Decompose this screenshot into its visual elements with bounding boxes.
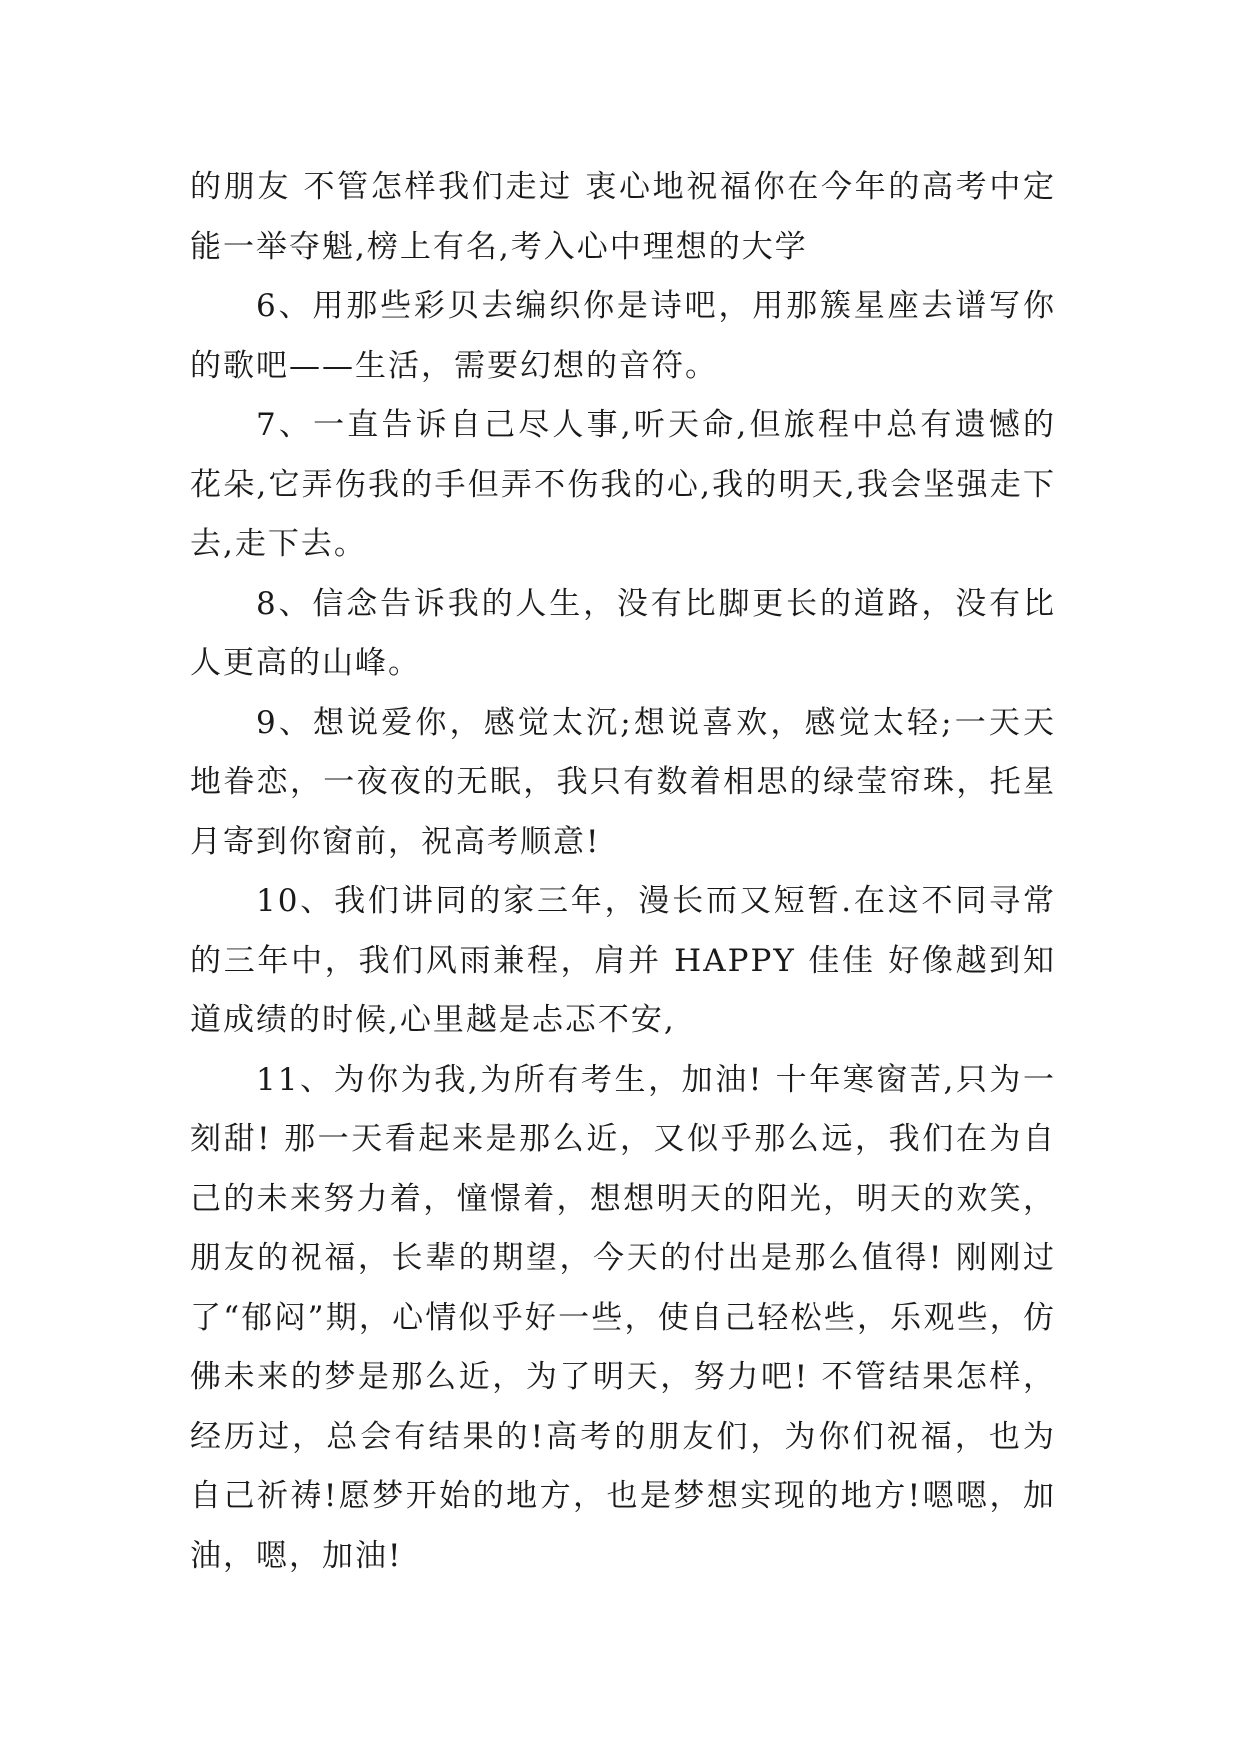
- paragraph-8: 8、信念告诉我的人生，没有比脚更长的道路，没有比人更高的山峰。: [190, 585, 1056, 681]
- paragraph-6: 6、用那些彩贝去编织你是诗吧，用那簇星座去谱写你的歌吧——生活，需要幻想的音符。: [190, 288, 1056, 384]
- paragraph-9: 9、想说爱你，感觉太沉;想说喜欢，感觉太轻;一天天地眷恋，一夜夜的无眠，我只有数着相思的绿莹帘珠，托星月寄到你窗前，祝高考顺意!: [190, 704, 1056, 860]
- paragraph-continuation: 的朋友 不管怎样我们走过 衷心地祝福你在今年的高考中定能一举夺魁,榜上有名,考入心中理想的大学: [190, 169, 1056, 265]
- paragraph-7: 7、一直告诉自己尽人事,听天命,但旅程中总有遗憾的花朵,它弄伤我的手但弄不伤我的心,我的明天,我会坚强走下去,走下去。: [190, 407, 1056, 562]
- document-body: [190, 158, 1056, 1586]
- paragraph-10: 10、我们讲同的家三年，漫长而又短暂.在这不同寻常的三年中，我们风雨兼程，肩并 HAPPY 佳佳 好像越到知道成绩的时候,心里越是忐忑不安,: [190, 883, 1056, 1038]
- paragraph-11: 11、为你为我,为所有考生，加油! 十年寒窗苦,只为一刻甜! 那一天看起来是那么近，又似乎那么远，我们在为自己的未来努力着，憧憬着，想想明天的阳光，明天的欢笑，朋友的祝福，长辈的期望，今天的付出是那么值得! 刚刚过了“郁闷”期，心情似乎好一些，使自己轻松些，乐观些，仿佛未来的梦是那么近，为了明天，努力吧! 不管结果怎样，经历过，总会有结果的!高考的朋友们，为你们祝福，也为自己祈祷!愿梦开始的地方，也是梦想实现的地方!嗯嗯，加油，嗯，加油!: [190, 1061, 1056, 1574]
